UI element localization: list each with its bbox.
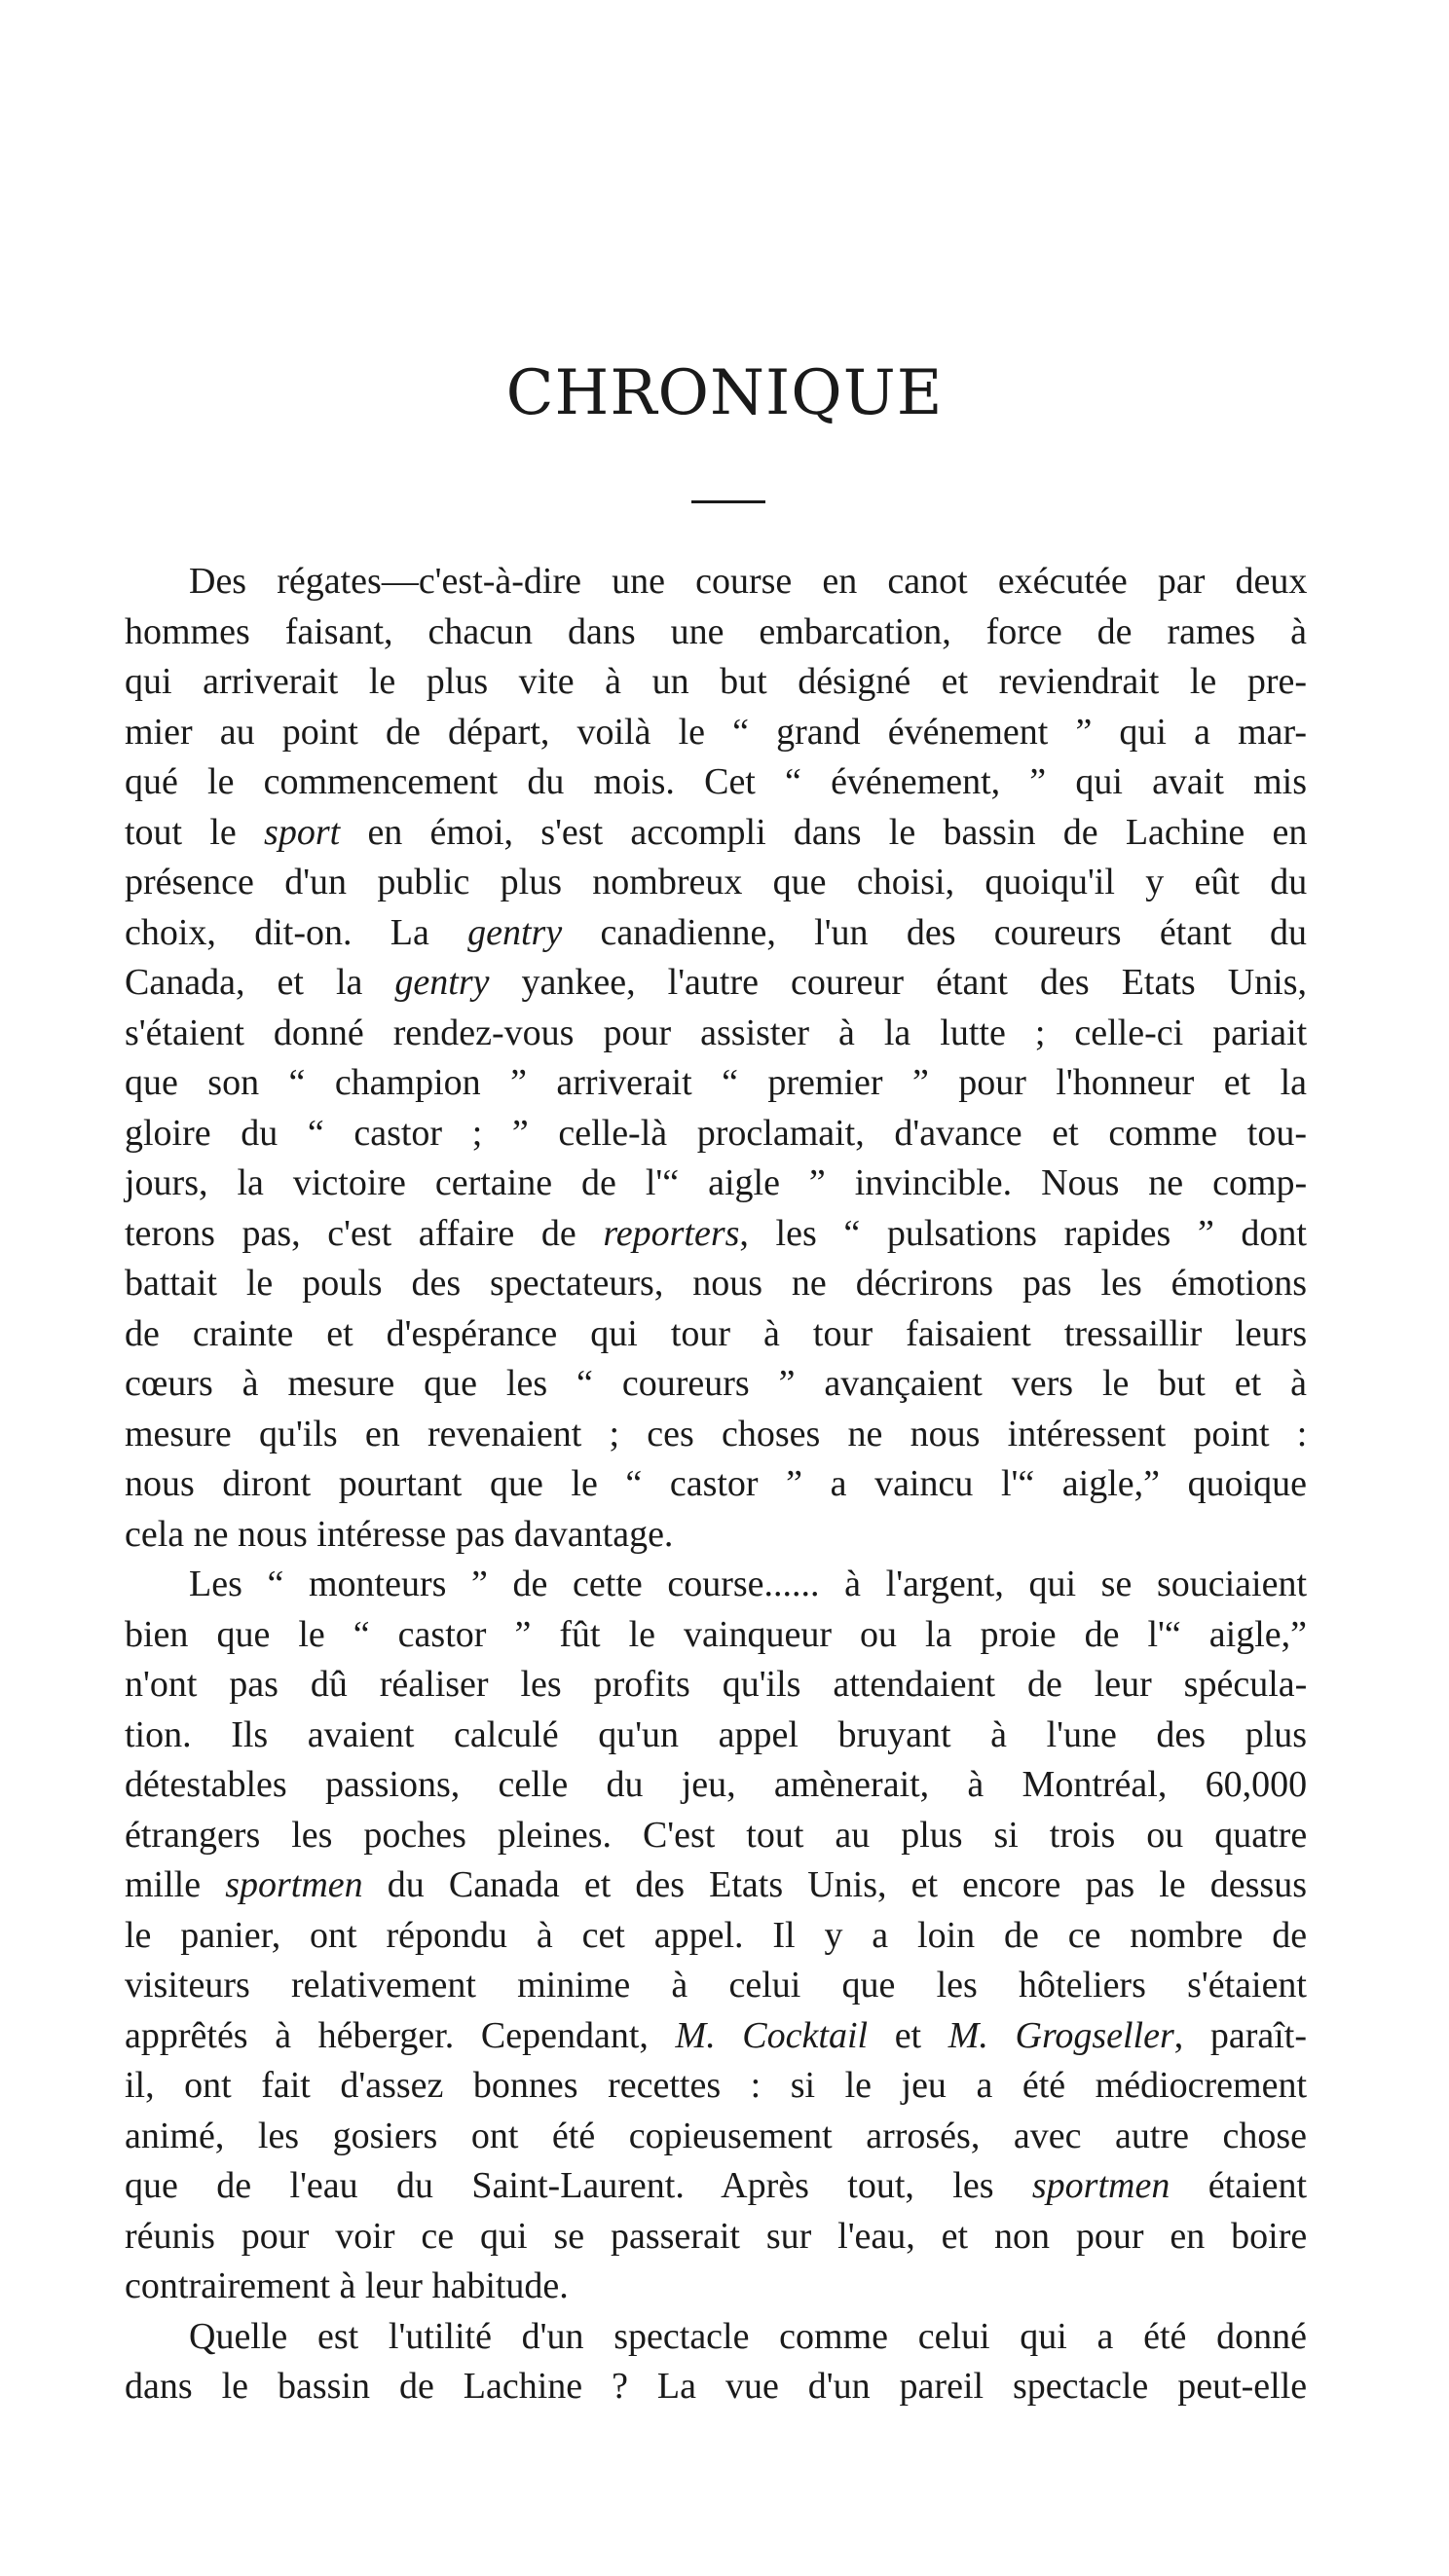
text-line: apprêtés à héberger. Cependant, M. Cocktail et M. Grogseller, paraît- [125,2014,1308,2056]
text-line: jours, la victoire certaine de l'“ aigle ” invincible. Nous ne comp- [125,1162,1308,1203]
text-line: qui arriverait le plus vite à un but désigné et reviendrait le pre- [125,661,1307,702]
text-line: mesure qu'ils en revenaient ; ces choses ne nous intéressent point : [125,1413,1308,1454]
text-line: dans le bassin de Lachine ? La vue d'un pareil spectacle peut-elle [125,2366,1308,2407]
text-line: animé, les gosiers ont été copieusement arrosés, avec autre chose [125,2115,1307,2156]
text-line: gloire du “ castor ; ” celle-là proclamait, d'avance et comme tou- [125,1112,1307,1154]
text-line: battait le pouls des spectateurs, nous ne décrirons pas les émotions [125,1263,1307,1304]
text-line: terons pas, c'est affaire de reporters, les “ pulsations rapides ” dont [125,1212,1307,1254]
text-line: réunis pour voir ce qui se passerait sur l'eau, et non pour en boire [125,2215,1308,2257]
text-line: présence d'un public plus nombreux que choisi, quoiqu'il y eût du [125,862,1308,902]
text-line: bien que le “ castor ” fût le vainqueur ou la proie de l'“ aigle,” [125,1613,1307,1655]
text-line: Quelle est l'utilité d'un spectacle comme celui qui a été donné [189,2315,1307,2357]
text-line: le panier, ont répondu à cet appel. Il y a loin de ce nombre de [125,1914,1308,1956]
page-title: CHRONIQUE [505,357,944,429]
text-line: qué le commencement du mois. Cet “ événement, ” qui avait mis [125,761,1307,802]
text-line: tion. Ils avaient calculé qu'un appel bruyant à l'une des plus [125,1713,1307,1755]
text-line: contrairement à leur habitude. [125,2265,569,2306]
text-line: choix, dit-on. La gentry canadienne, l'un des coureurs étant du [125,911,1308,953]
text-line: visiteurs relativement minime à celui que les hôteliers s'étaient [125,1965,1307,2006]
text-line: Les “ monteurs ” de cette course...... à l'argent, qui se souciaient [189,1564,1307,1604]
paragraph-2 [125,1560,1307,2312]
paragraph-3 [125,2312,1307,2412]
body-text [125,557,1307,2412]
text-line: nous diront pourtant que le “ castor ” a vaincu l'“ aigle,” quoique [125,1463,1308,1504]
text-line: de crainte et d'espérance qui tour à tour faisaient tressaillir leurs [125,1312,1308,1354]
text-line: mier au point de départ, voilà le “ grand événement ” qui a mar- [125,711,1308,753]
text-line: que de l'eau du Saint-Laurent. Après tout, les sportmen étaient [125,2165,1308,2206]
title-divider [691,500,765,503]
text-line: hommes faisant, chacun dans une embarcation, force de rames à [125,610,1307,652]
text-line: cœurs à mesure que les “ coureurs ” avançaient vers le but et à [125,1363,1307,1404]
text-line: étrangers les poches pleines. C'est tout au plus si trois ou quatre [125,1814,1308,1856]
text-line: s'étaient donné rendez-vous pour assister à la lutte ; celle-ci pariait [125,1012,1308,1053]
text-line: mille sportmen du Canada et des Etats Unis, et encore pas le dessus [125,1864,1307,1905]
text-line: détestables passions, celle du jeu, amènerait, à Montréal, 60,000 [125,1764,1308,1805]
text-line: n'ont pas dû réaliser les profits qu'ils attendaient de leur spécula- [125,1664,1308,1705]
text-line: Des régates—c'est-à-dire une course en canot exécutée par deux [189,561,1308,602]
text-line: Canada, et la gentry yankee, l'autre coureur étant des Etats Unis, [125,962,1307,1003]
text-line: cela ne nous intéresse pas davantage. [125,1513,674,1555]
paragraph-1 [125,557,1307,1560]
text-line: il, ont fait d'assez bonnes recettes : si le jeu a été médiocrement [125,2065,1307,2106]
text-line: tout le sport en émoi, s'est accompli dans le bassin de Lachine en [125,811,1308,853]
text-line: que son “ champion ” arriverait “ premier ” pour l'honneur et la [125,1062,1307,1103]
